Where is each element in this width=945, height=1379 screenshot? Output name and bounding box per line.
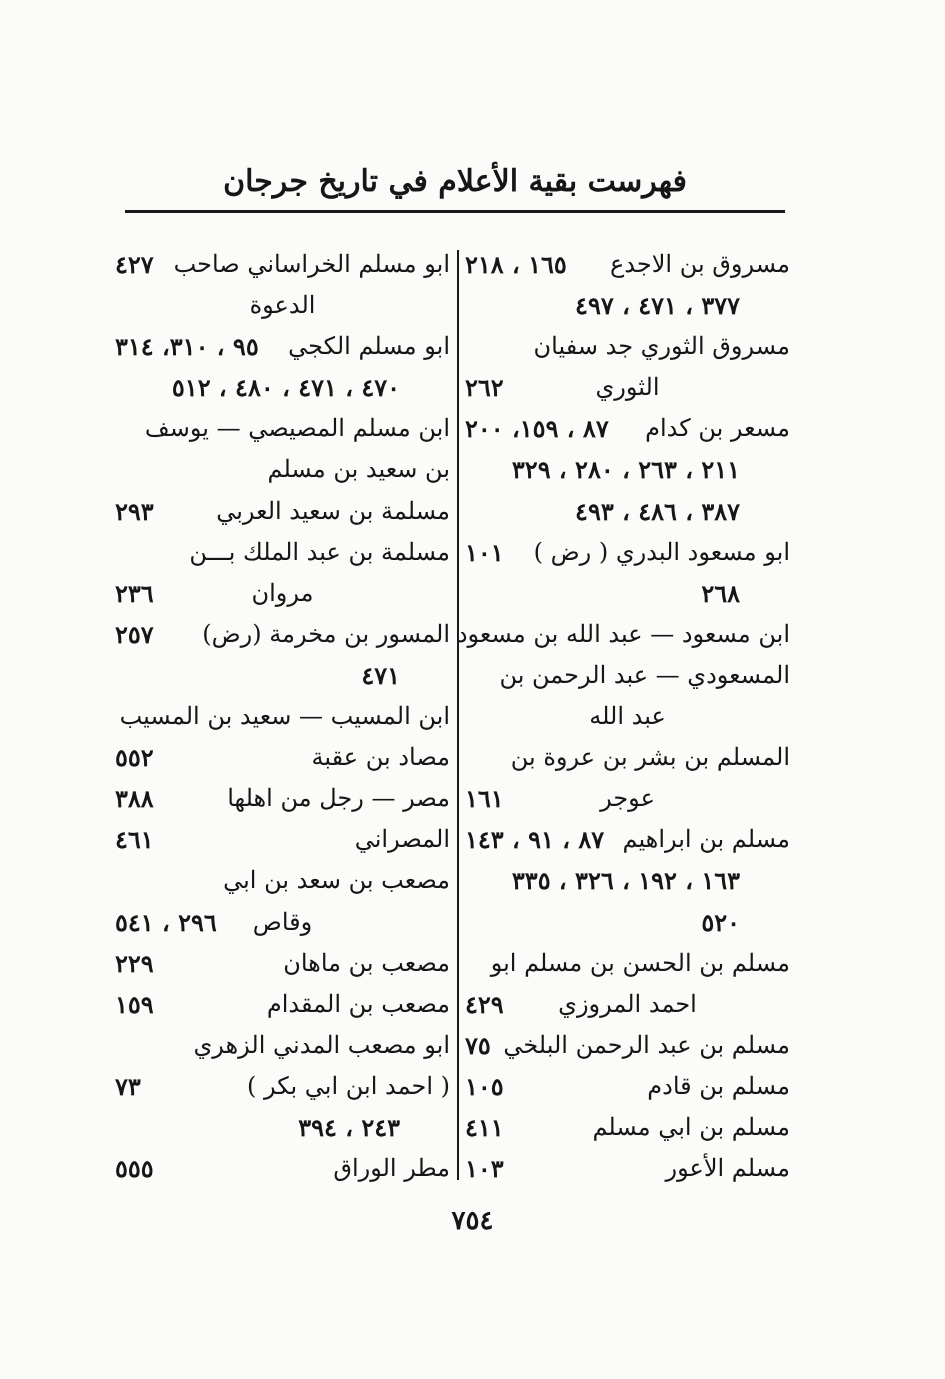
entry-page-numbers: ١٦٥ ، ٢١٨ (465, 250, 567, 279)
index-entry (465, 244, 790, 285)
index-entry (115, 449, 450, 490)
entry-page-numbers: ٥٥٥ (115, 1154, 154, 1184)
entry-page-numbers: ٨٧ ، ١٥٩، ٢٠٠ (465, 414, 609, 444)
entry-page-numbers: ٩٥ ، ٣١٠، ٣١٤ (115, 332, 259, 362)
index-entry (115, 1107, 450, 1148)
index-entry (115, 326, 450, 367)
entry-name: مسروق الثوري جد سفيان (533, 332, 790, 361)
entry-page-numbers: ١٠٣ (465, 1154, 504, 1184)
entry-name: وقاص (252, 907, 313, 936)
entry-name: مصاد بن عقبة (311, 743, 450, 772)
index-column-right (456, 244, 790, 1189)
index-entry (115, 902, 450, 943)
index-entry (465, 860, 790, 901)
entry-page-numbers: ١٦١ (465, 784, 504, 814)
entry-name: المسعودي — عبد الرحمن بن (499, 660, 790, 689)
index-entry (115, 778, 450, 819)
index-entry (465, 943, 790, 984)
index-entry (465, 367, 790, 408)
entry-page-numbers: ٣٨٧ ، ٤٨٦ ، ٤٩٣ (575, 496, 740, 526)
entry-name: احمد المروزي (558, 989, 697, 1018)
entry-name: مسلمة بن عبد الملك بـــن (189, 537, 450, 566)
entry-page-numbers: ٢٣٦ (115, 578, 154, 608)
entry-page-numbers: ٢١١ ، ٢٦٣ ، ٢٨٠ ، ٣٢٩ (511, 455, 740, 485)
entry-name: مسعر بن كدام (645, 414, 790, 443)
entry-name: ابن مسعود — عبد الله بن مسعود (456, 619, 790, 648)
entry-name: الدعوة (249, 291, 316, 320)
page-number: ٧٥٤ (451, 1206, 494, 1236)
entry-page-numbers: ١٠٥ (465, 1071, 504, 1101)
index-entry (465, 491, 790, 532)
entry-name: عبد الله (589, 702, 666, 731)
entry-page-numbers: ٢٥٧ (115, 619, 154, 649)
entry-name: مسلم بن الحسن بن مسلم ابو (490, 948, 790, 977)
entry-page-numbers: ١٠١ (465, 537, 504, 567)
entry-page-numbers: ٢٤٣ ، ٣٩٤ (298, 1112, 400, 1142)
entry-page-numbers: ٧٣ (115, 1071, 141, 1101)
index-entry (115, 655, 450, 696)
entry-name: ابو مسعود البدري ( رض ) (533, 537, 790, 566)
index-entry (115, 285, 450, 326)
entry-name: مصعب بن ماهان (283, 948, 450, 977)
index-entry (115, 737, 450, 778)
entry-name: مسلم الأعور (665, 1154, 790, 1183)
entry-name: المسلم بن بشر بن عروة بن (510, 743, 790, 772)
index-entry (465, 326, 790, 367)
index-entry (115, 408, 450, 449)
index-entry (115, 244, 450, 285)
index-entry (465, 573, 790, 614)
index-entry (465, 778, 790, 819)
entry-page-numbers: ٤٢٧ (115, 250, 154, 279)
entry-page-numbers: ٢٩٣ (115, 496, 154, 526)
entry-name: مسلم بن عبد الرحمن البلخي (503, 1030, 790, 1059)
index-entry (115, 819, 450, 860)
entry-page-numbers: ٤٧٠ ، ٤٧١ ، ٤٨٠ ، ٥١٢ (171, 373, 400, 403)
entry-name: ابن المسيب — سعيد بن المسيب (119, 702, 450, 731)
page-header: فهرست بقية الأعلام في تاريخ جرجان (223, 164, 687, 199)
entry-name: بن سعيد بن مسلم (267, 455, 450, 484)
entry-page-numbers: ٢٦٢ (465, 373, 504, 403)
index-entry (115, 491, 450, 532)
entry-name: ابن مسلم المصيصي — يوسف (144, 414, 450, 443)
entry-page-numbers: ٣٨٨ (115, 784, 154, 814)
index-entry (465, 1066, 790, 1107)
entry-name: مطر الوراق (333, 1154, 450, 1183)
entry-page-numbers: ٧٥ (465, 1030, 491, 1060)
index-entry (465, 984, 790, 1025)
entry-page-numbers: ٥٢٠ (701, 907, 740, 937)
index-entry (115, 984, 450, 1025)
entry-name: ابو مسلم الخراساني صاحب (173, 250, 450, 278)
index-entry (465, 1148, 790, 1189)
entry-name: مصعب بن المقدام (266, 989, 450, 1018)
entry-page-numbers: ١٦٣ ، ١٩٢ ، ٣٢٦ ، ٣٣٥ (511, 866, 740, 896)
index-entry (456, 614, 790, 655)
index-entry (465, 737, 790, 778)
entry-name: مسلم بن قادم (647, 1071, 790, 1100)
index-entry (465, 819, 790, 860)
index-entry (115, 367, 450, 408)
entry-name: المسور بن مخرمة (رض) (202, 619, 450, 648)
index-entry (465, 285, 790, 326)
entry-page-numbers: ٣٧٧ ، ٤٧١ ، ٤٩٧ (575, 291, 740, 321)
entry-name: مسروق بن الاجدع (609, 250, 790, 278)
entry-name: الثوري (595, 373, 660, 402)
entry-name: مصعب بن سعد بن ابي (223, 866, 450, 895)
column-divider (457, 250, 459, 1180)
entry-name: مسلم بن ابي مسلم (592, 1112, 790, 1141)
index-entry (115, 696, 450, 737)
index-entry (465, 532, 790, 573)
index-entry (115, 532, 450, 573)
entry-page-numbers: ٨٧ ، ٩١ ، ١٤٣ (465, 825, 605, 855)
index-entry (115, 573, 450, 614)
entry-page-numbers: ٢٦٨ (701, 578, 740, 608)
entry-page-numbers: ٤٧١ (361, 660, 400, 690)
index-entry (465, 449, 790, 490)
index-entry (115, 1025, 450, 1066)
entry-name: مسلمة بن سعيد العربي (216, 496, 450, 525)
index-entry (115, 1148, 450, 1189)
index-entry (465, 1025, 790, 1066)
entry-name: ابو مسلم الكجي (288, 332, 450, 361)
index-entry (115, 614, 450, 655)
index-entry (465, 902, 790, 943)
entry-page-numbers: ٢٩٦ ، ٥٤١ (115, 907, 217, 937)
index-entry (115, 943, 450, 984)
entry-name: مروان (251, 578, 314, 607)
entry-page-numbers: ٥٥٢ (115, 743, 154, 773)
entry-page-numbers: ٤٢٩ (465, 989, 504, 1019)
index-entry (465, 655, 790, 696)
entry-name: ( احمد ابن ابي بكر ) (247, 1071, 450, 1100)
index-entry (465, 408, 790, 449)
entry-name: مصر — رجل من اهلها (227, 784, 450, 813)
header-rule (125, 210, 785, 213)
entry-page-numbers: ٤١١ (465, 1112, 504, 1142)
index-entry (115, 1066, 450, 1107)
entry-name: مسلم بن ابراهيم (622, 825, 790, 854)
entry-name: المصراني (354, 825, 450, 854)
entry-page-numbers: ٤٦١ (115, 825, 154, 855)
index-entry (465, 696, 790, 737)
index-entry (115, 860, 450, 901)
entry-page-numbers: ١٥٩ (115, 989, 154, 1019)
entry-name: ابو مصعب المدني الزهري (193, 1030, 450, 1059)
index-entry (465, 1107, 790, 1148)
entry-name: عوجر (600, 784, 655, 813)
entry-page-numbers: ٢٢٩ (115, 948, 154, 978)
index-column-left (115, 244, 450, 1189)
